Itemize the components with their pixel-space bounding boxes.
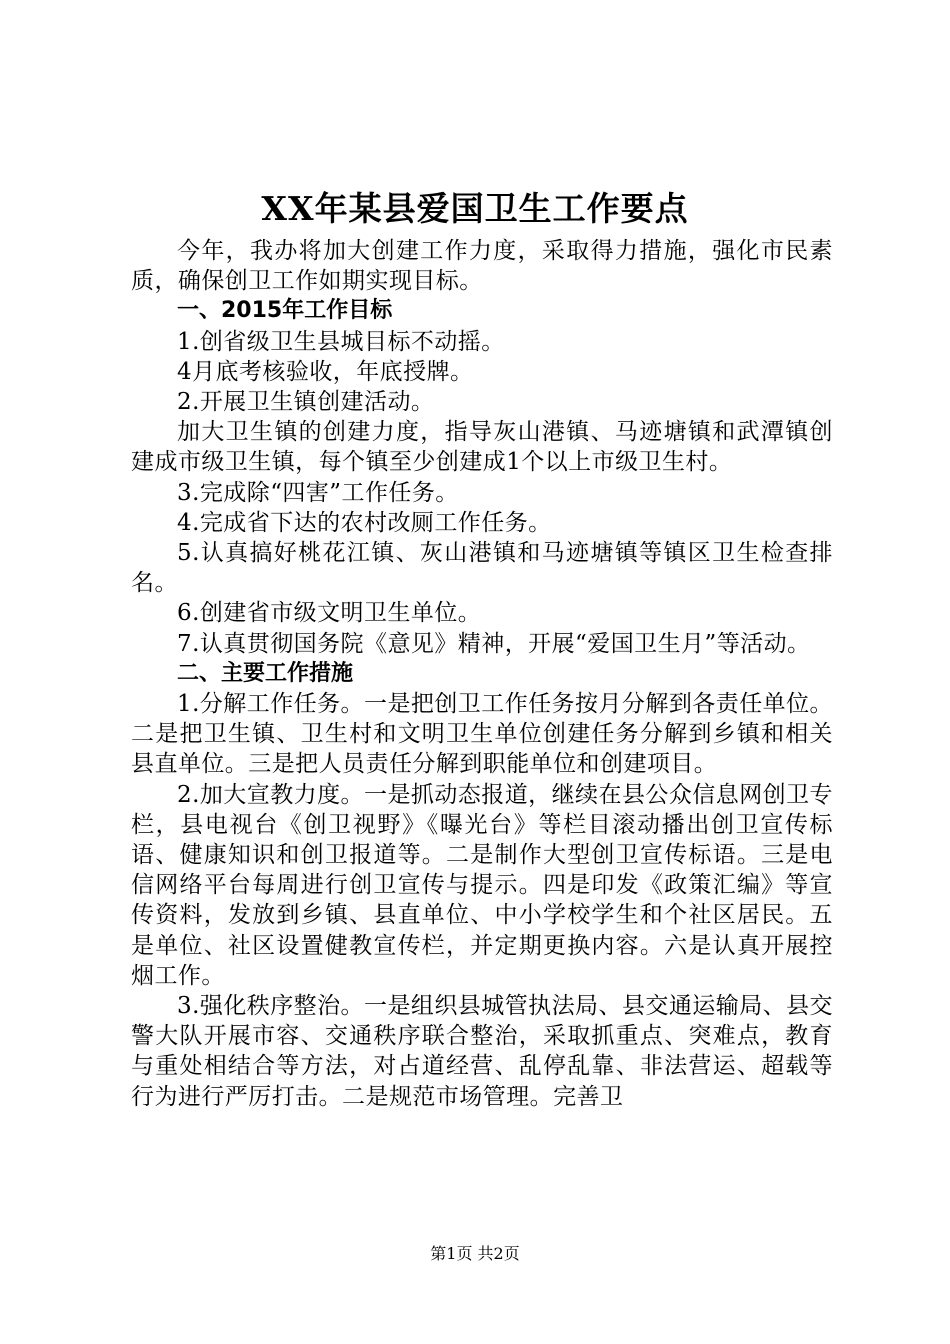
document-body — [131, 236, 833, 1112]
page-footer: 第1页 共2页 — [430, 1244, 520, 1263]
section-heading: 二、主要工作措施 — [177, 660, 354, 686]
body-paragraph: 4月底考核验收，年底授牌。 — [177, 358, 474, 385]
body-paragraph: 4.完成省下达的农村改厕工作任务。 — [177, 509, 552, 536]
body-paragraph: 1.分解工作任务。一是把创卫工作任务按月分解到各责任单位。二是把卫生镇、卫生村和文明卫生单位创建任务分解到乡镇和相关县直单位。三是把人员责任分解到职能单位和创建项目。 — [131, 691, 833, 778]
body-paragraph: 5.认真搞好桃花江镇、灰山港镇和马迹塘镇等镇区卫生检查排名。 — [131, 540, 833, 597]
body-paragraph: 6.创建省市级文明卫生单位。 — [177, 600, 482, 627]
document-title: XX年某县爱国卫生工作要点 — [261, 189, 689, 228]
body-paragraph: 加大卫生镇的创建力度，指导灰山港镇、马迹塘镇和武潭镇创建成市级卫生镇，每个镇至少创建成1个以上市级卫生村。 — [131, 419, 833, 476]
body-paragraph: 2.加大宣教力度。一是抓动态报道，继续在县公众信息网创卫专栏，县电视台《创卫视野》《曝光台》等栏目滚动播出创卫宣传标语、健康知识和创卫报道等。二是制作大型创卫宣传标语。三是电信网络平台每周进行创卫宣传与提示。四是印发《政策汇编》等宣传资料，发放到乡镇、县直单位、中小学校学生和个社区居民。五是单位、社区设置健教宣传栏，并定期更换内容。六是认真开展控烟工作。 — [131, 781, 833, 989]
body-paragraph: 3.完成除“四害”工作任务。 — [177, 479, 459, 506]
body-paragraph: 今年，我办将加大创建工作力度，采取得力措施，强化市民素质，确保创卫工作如期实现目标。 — [131, 238, 833, 295]
body-paragraph: 7.认真贯彻国务院《意见》精神，开展“爱国卫生月”等活动。 — [177, 630, 811, 657]
section-heading: 一、2015年工作目标 — [177, 298, 393, 324]
body-paragraph: 2.开展卫生镇创建活动。 — [177, 389, 435, 416]
body-paragraph: 3.强化秩序整治。一是组织县城管执法局、县交通运输局、县交警大队开展市容、交通秩序联合整治，采取抓重点、突难点，教育与重处相结合等方法，对占道经营、乱停乱靠、非法营运、超载等行为进行严厉打击。二是规范市场管理。完善卫 — [131, 993, 833, 1110]
body-paragraph: 1.创省级卫生县城目标不动摇。 — [177, 328, 505, 355]
